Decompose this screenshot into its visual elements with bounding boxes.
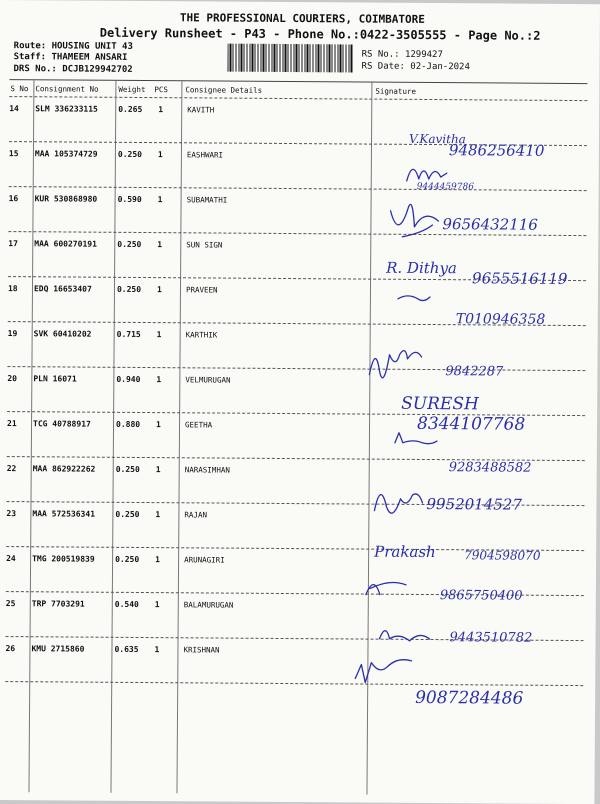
row-pcs: 1 [156, 375, 162, 385]
barcode-image [228, 44, 353, 73]
table-row [0, 599, 596, 623]
row-weight: 0.250 [115, 464, 140, 474]
row-consignee: BALAMURUGAN [183, 600, 234, 610]
row-weight: 0.940 [116, 374, 141, 384]
row-consignee: KAVITH [187, 105, 215, 115]
staff-label: Staff: THAMEEM ANSARI [13, 52, 128, 63]
handwriting: 9952014527 [426, 494, 522, 514]
rs-number: RS No.: 1299427 [361, 49, 443, 61]
row-consignee: PRAVEEN [185, 285, 218, 295]
table-row [0, 464, 597, 488]
row-sno: 17 [8, 239, 18, 249]
row-sno: 15 [8, 149, 19, 159]
row-consignee: RAJAN [184, 510, 208, 520]
handwriting: 9656432116 [442, 215, 538, 234]
route-label: Route: HOUSING UNIT 43 [13, 41, 133, 52]
row-consignment-no: SVK 60410202 [33, 329, 92, 339]
handwriting: T010946358 [455, 311, 546, 328]
row-sno: 14 [9, 104, 19, 114]
row-consignee: KARTHIK [185, 330, 218, 340]
row-consignee: KRISHNAN [183, 645, 220, 655]
handwriting: 7904598070 [464, 548, 541, 563]
row-separator [6, 546, 584, 551]
row-consignment-no: MAA 600270191 [34, 239, 97, 249]
row-consignment-no: KMU 2715860 [31, 644, 85, 654]
table-row [0, 149, 599, 173]
handwriting: 8344107768 [416, 413, 526, 435]
row-separator [6, 636, 584, 641]
row-weight: 0.250 [117, 149, 143, 159]
col-sno: S No [10, 84, 29, 94]
row-weight: 0.250 [117, 239, 142, 249]
row-consignment-no: EDQ 16653407 [33, 284, 92, 294]
table-row [0, 374, 597, 398]
handwriting: Prakash [374, 542, 436, 562]
table-row [0, 419, 597, 443]
signature-scribble [369, 350, 421, 378]
col-signature: Signature [375, 86, 417, 96]
row-pcs: 1 [157, 150, 163, 160]
table-top-rule [9, 79, 587, 84]
row-weight: 0.715 [116, 329, 141, 339]
row-sno: 19 [7, 329, 18, 339]
handwriting: V.Kavitha [408, 131, 466, 147]
handwriting: SURESH [401, 393, 479, 415]
col-pcs: PCS [154, 85, 168, 95]
row-pcs: 1 [156, 330, 162, 340]
row-consignment-no: PLN 16071 [33, 374, 77, 384]
handwriting: R. Dithya [386, 258, 457, 278]
row-consignee: EASHWARI [186, 150, 224, 160]
row-sno: 22 [6, 464, 17, 474]
row-pcs: 1 [155, 555, 160, 565]
row-weight: 0.590 [117, 194, 142, 204]
company-name: THE PROFESSIONAL COURIERS, COIMBATORE [179, 11, 425, 26]
row-weight: 0.250 [116, 284, 142, 294]
row-pcs: 1 [156, 285, 162, 295]
header-rule [9, 96, 587, 101]
row-sno: 20 [7, 374, 18, 384]
row-sno: 25 [5, 599, 16, 609]
row-consignment-no: TCG 40788917 [33, 419, 91, 429]
table-row [0, 194, 599, 218]
row-separator [6, 501, 584, 506]
row-separator [7, 366, 585, 371]
row-consignment-no: TRP 7703291 [31, 599, 85, 609]
row-sno: 18 [7, 284, 18, 294]
row-weight: 0.265 [118, 104, 143, 114]
row-pcs: 1 [156, 420, 161, 430]
col-weight: Weight [118, 84, 146, 95]
row-pcs: 1 [157, 195, 163, 205]
row-pcs: 1 [155, 510, 161, 520]
row-weight: 0.880 [116, 419, 141, 429]
row-weight: 0.635 [114, 644, 139, 654]
row-weight: 0.540 [114, 599, 139, 609]
table-row [0, 329, 598, 353]
row-separator [7, 456, 585, 461]
runsheet-title: Delivery Runsheet - P43 - Phone No.:0422-3505555 - Page No.:2 [99, 25, 541, 43]
row-sno: 16 [8, 194, 19, 204]
row-consignee: GEETHA [185, 420, 213, 430]
row-sno: 26 [5, 644, 16, 654]
row-weight: 0.250 [115, 509, 140, 519]
handwriting: 9865750400 [439, 588, 523, 604]
row-pcs: 1 [154, 645, 160, 655]
row-sno: 21 [7, 419, 17, 429]
handwriting: 9283488582 [448, 460, 532, 476]
handwriting: 9443510782 [449, 630, 533, 646]
row-separator [8, 321, 586, 326]
col-consignment: Consignment No [35, 84, 99, 94]
row-consignee: ARUNAGIRI [184, 555, 225, 565]
row-weight: 0.250 [115, 554, 140, 564]
row-sno: 24 [6, 554, 16, 564]
rs-date: RS Date: 02-Jan-2024 [361, 61, 470, 73]
row-pcs: 1 [158, 105, 164, 115]
row-pcs: 1 [155, 465, 161, 475]
row-consignment-no: MAA 862922262 [32, 464, 96, 474]
row-separator [8, 231, 586, 236]
row-consignment-no: MAA 572536341 [32, 509, 96, 519]
row-separator [5, 681, 583, 686]
drs-number: DRS No.: DCJB129942702 [13, 64, 133, 75]
row-separator [8, 276, 586, 281]
handwriting: 9842287 [445, 364, 504, 380]
row-consignee: SUN SIGN [186, 240, 223, 250]
row-consignee: NARASIMHAN [184, 465, 230, 475]
col-consignee: Consignee Details [185, 85, 263, 95]
table-row [0, 104, 599, 128]
row-separator [9, 141, 587, 146]
row-separator [7, 411, 585, 416]
row-separator [9, 186, 587, 191]
row-consignee: SUBAMATHI [186, 195, 228, 205]
table-row [0, 554, 596, 578]
handwriting: 9486256410 [448, 141, 545, 160]
row-separator [6, 591, 584, 596]
row-consignment-no: KUR 530868980 [34, 194, 98, 204]
table-row [0, 509, 596, 533]
table-row [0, 239, 598, 263]
handwriting: 9087284486 [415, 687, 524, 709]
handwriting: 9444459786 [416, 181, 475, 193]
handwriting: 9655516119 [472, 269, 568, 288]
row-pcs: 1 [157, 240, 163, 250]
row-consignee: VELMURUGAN [185, 375, 231, 385]
row-consignment-no: TMG 200519839 [32, 554, 95, 564]
table-row [0, 284, 598, 308]
row-sno: 23 [6, 509, 17, 519]
row-pcs: 1 [154, 600, 160, 610]
row-consignment-no: MAA 105374729 [34, 149, 98, 159]
row-consignment-no: SLM 336233115 [35, 104, 98, 114]
table-row [0, 644, 595, 668]
